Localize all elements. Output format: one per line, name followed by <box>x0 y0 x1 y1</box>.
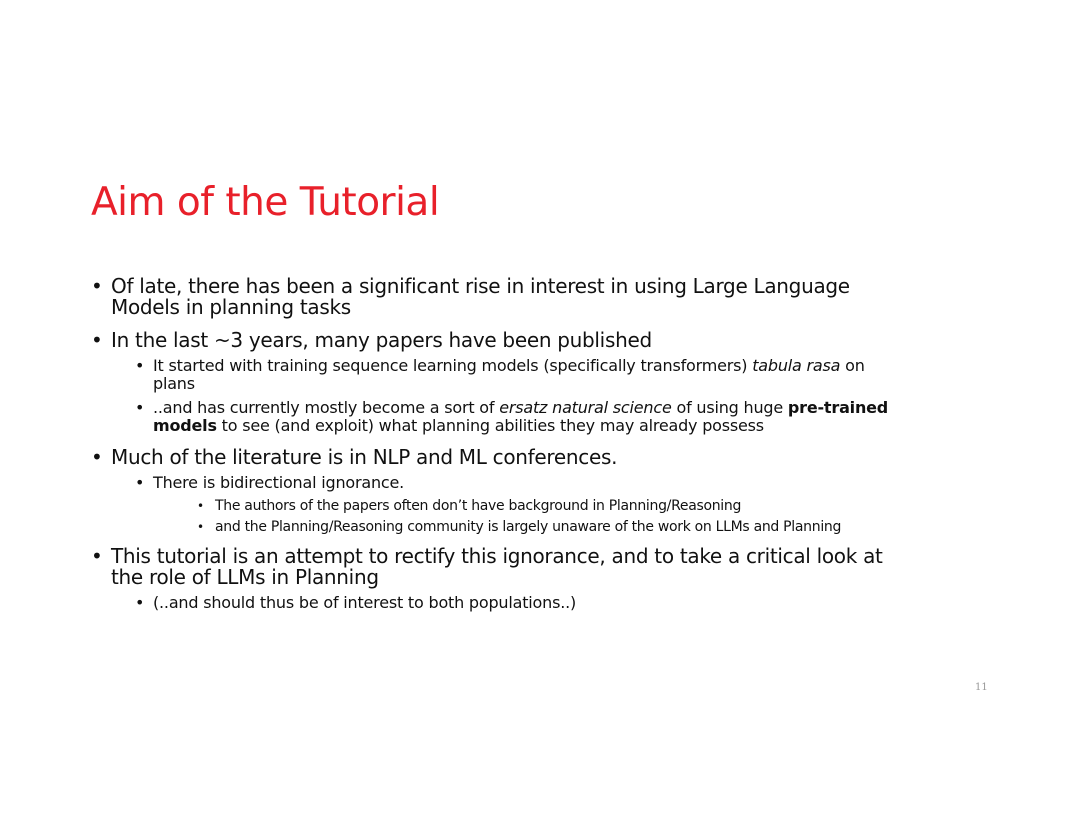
sub-bullet-text: There is bidirectional ignorance. <box>153 473 405 492</box>
sub-bullet-text: It started with training sequence learning models (specifically transformers) <box>153 356 753 375</box>
bullet-marker: • <box>197 499 204 513</box>
emphasis-text: ersatz natural science <box>499 398 672 417</box>
bullet-marker: • <box>91 445 103 469</box>
sub-bullet-list <box>131 594 891 612</box>
bullet-item <box>91 330 891 435</box>
sub-sub-bullet-list <box>195 499 891 534</box>
sub-bullet-text: on plans <box>153 356 865 393</box>
sub-bullet-item <box>131 594 891 612</box>
bullet-text: Of late, there has been a significant rise in interest in using Large Language Models in planning tasks <box>111 274 850 319</box>
bullet-text: Much of the literature is in NLP and ML conferences. <box>111 445 618 469</box>
bullet-text: This tutorial is an attempt to rectify this ignorance, and to take a critical look at the role of LLMs in Planning <box>111 544 883 589</box>
sub-bullet-item <box>131 399 891 435</box>
sub-sub-bullet-item <box>195 499 891 513</box>
bullet-item <box>91 276 891 318</box>
sub-bullet-text: (..and should thus be of interest to both populations..) <box>153 593 577 612</box>
bullet-marker: • <box>91 328 103 352</box>
bullet-marker: • <box>91 544 103 568</box>
bullet-marker: • <box>135 356 145 375</box>
bullet-marker: • <box>197 520 204 534</box>
sub-bullet-text: to see (and exploit) what planning abilities they may already possess <box>216 416 764 435</box>
sub-bullet-item <box>131 357 891 393</box>
sub-sub-bullet-text: and the Planning/Reasoning community is largely unaware of the work on LLMs and Planning <box>215 519 842 535</box>
bullet-marker: • <box>135 398 145 417</box>
bullet-text: In the last ~3 years, many papers have been published <box>111 328 652 352</box>
bullet-item <box>91 546 891 612</box>
sub-sub-bullet-text: The authors of the papers often don’t have background in Planning/Reasoning <box>215 498 742 514</box>
bullet-item <box>91 447 891 534</box>
bullet-marker: • <box>91 274 103 298</box>
page-number: 11 <box>975 682 988 693</box>
sub-bullet-list <box>131 474 891 534</box>
emphasis-text: tabula rasa <box>752 356 841 375</box>
bullet-marker: • <box>135 473 145 492</box>
bullet-list <box>91 276 891 612</box>
bullet-marker: • <box>135 593 145 612</box>
slide-title: Aim of the Tutorial <box>91 180 440 225</box>
sub-sub-bullet-item <box>195 520 891 534</box>
sub-bullet-list <box>131 357 891 435</box>
sub-bullet-item <box>131 474 891 534</box>
sub-bullet-text: ..and has currently mostly become a sort of <box>153 398 500 417</box>
sub-bullet-text: of using huge <box>671 398 788 417</box>
bold-text: pre-trained models <box>153 398 889 435</box>
